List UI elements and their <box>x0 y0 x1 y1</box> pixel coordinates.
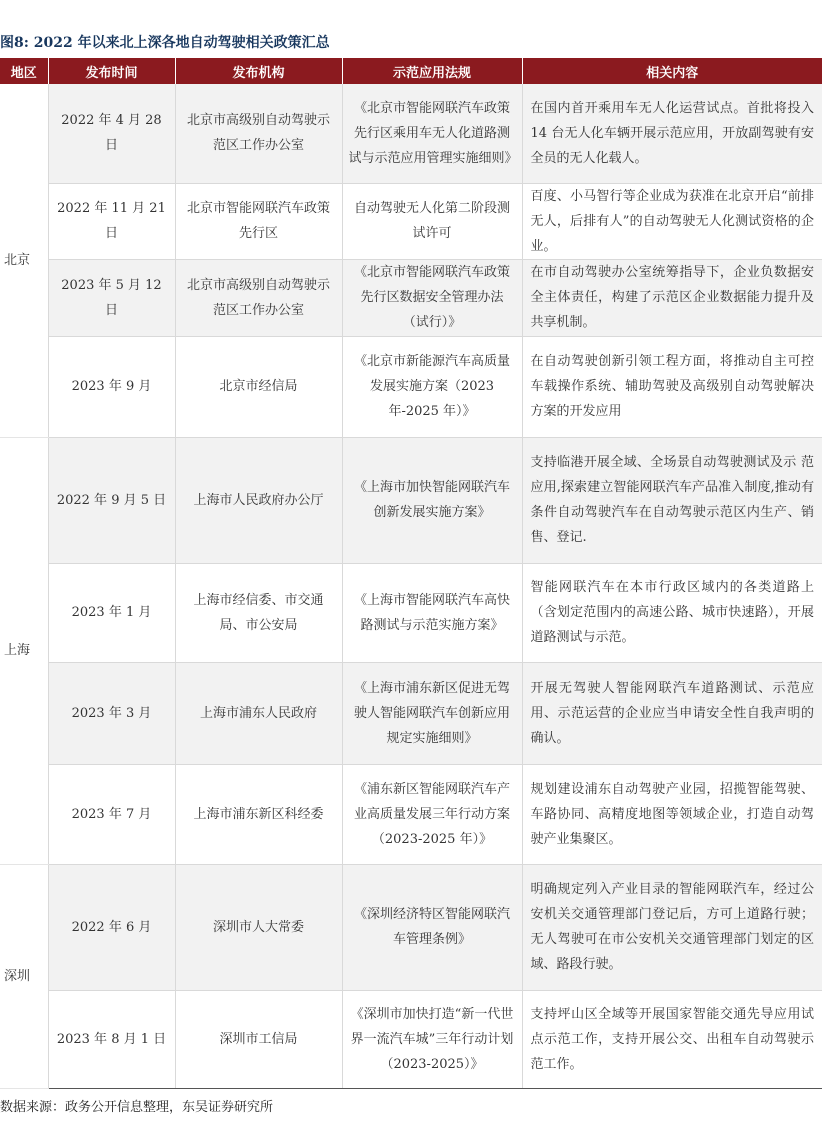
table-row <box>0 764 822 864</box>
law-cell: 《上海市智能网联汽车高快路测试与示范实施方案》 <box>342 563 522 662</box>
time-cell: 2022 年 11 月 21 日 <box>48 183 175 259</box>
content-cell: 规划建设浦东自动驾驶产业园，招揽智能驾驶、车路协同、高精度地图等领域企业，打造自动驾驶产业集聚区。 <box>522 764 822 864</box>
time-cell: 2022 年 6 月 <box>48 864 175 990</box>
org-cell: 北京市高级别自动驾驶示范区工作办公室 <box>175 84 342 183</box>
time-cell: 2023 年 3 月 <box>48 662 175 764</box>
time-cell: 2023 年 8 月 1 日 <box>48 990 175 1088</box>
org-cell: 深圳市工信局 <box>175 990 342 1088</box>
region-cell-beijing: 北京 <box>0 84 48 437</box>
org-cell: 深圳市人大常委 <box>175 864 342 990</box>
time-cell: 2023 年 5 月 12 日 <box>48 259 175 336</box>
region-cell-shenzhen: 深圳 <box>0 864 48 1088</box>
table-row <box>0 84 822 183</box>
content-cell: 支持临港开展全域、全场景自动驾驶测试及示 范应用,探索建立智能网联汽车产品准入制度,推动有条件自动驾驶汽车在自动驾驶示范区内生产、销售、登记. <box>522 437 822 563</box>
org-cell: 北京市经信局 <box>175 336 342 437</box>
law-cell: 《北京市新能源汽车高质量发展实施方案（2023 年-2025 年）》 <box>342 336 522 437</box>
table-row <box>0 864 822 990</box>
law-cell: 《上海市浦东新区促进无驾驶人智能网联汽车创新应用规定实施细则》 <box>342 662 522 764</box>
header-time: 发布时间 <box>48 58 175 84</box>
region-cell-shanghai: 上海 <box>0 437 48 864</box>
time-cell: 2023 年 9 月 <box>48 336 175 437</box>
time-cell: 2023 年 7 月 <box>48 764 175 864</box>
org-cell: 上海市经信委、市交通局、市公安局 <box>175 563 342 662</box>
content-cell: 百度、小马智行等企业成为获准在北京开启“前排无人，后排有人”的自动驾驶无人化测试资格的企业。 <box>522 183 822 259</box>
law-cell: 《深圳市加快打造“新一代世界一流汽车城”三年行动计划（2023-2025）》 <box>342 990 522 1088</box>
time-cell: 2022 年 4 月 28 日 <box>48 84 175 183</box>
header-org: 发布机构 <box>175 58 342 84</box>
content-cell: 在国内首开乘用车无人化运营试点。首批将投入 14 台无人化车辆开展示范应用，开放副驾驶有安全员的无人化载人。 <box>522 84 822 183</box>
table-row <box>0 259 822 336</box>
law-cell: 《深圳经济特区智能网联汽车管理条例》 <box>342 864 522 990</box>
law-cell: 自动驾驶无人化第二阶段测试许可 <box>342 183 522 259</box>
content-cell: 开展无驾驶人智能网联汽车道路测试、示范应用、示范运营的企业应当申请安全性自我声明的确认。 <box>522 662 822 764</box>
header-law: 示范应用法规 <box>342 58 522 84</box>
law-cell: 《浦东新区智能网联汽车产业高质量发展三年行动方案（2023-2025 年）》 <box>342 764 522 864</box>
org-cell: 上海市人民政府办公厅 <box>175 437 342 563</box>
table-row <box>0 437 822 563</box>
content-cell: 在自动驾驶创新引领工程方面，将推动自主可控车载操作系统、辅助驾驶及高级别自动驾驶解决方案的开发应用 <box>522 336 822 437</box>
source-note: 数据来源：政务公开信息整理，东吴证券研究所 <box>0 1100 274 1115</box>
content-cell: 智能网联汽车在本市行政区域内的各类道路上（含划定范围内的高速公路、城市快速路），开展道路测试与示范。 <box>522 563 822 662</box>
time-cell: 2023 年 1 月 <box>48 563 175 662</box>
law-cell: 《北京市智能网联汽车政策先行区乘用车无人化道路测试与示范应用管理实施细则》 <box>342 84 522 183</box>
content-cell: 明确规定列入产业目录的智能网联汽车，经过公安机关交通管理部门登记后，方可上道路行驶；无人驾驶可在市公安机关交通管理部门划定的区域、路段行驶。 <box>522 864 822 990</box>
table-row <box>0 563 822 662</box>
org-cell: 北京市智能网联汽车政策先行区 <box>175 183 342 259</box>
table-row <box>0 662 822 764</box>
time-cell: 2022 年 9 月 5 日 <box>48 437 175 563</box>
header-region: 地区 <box>0 58 48 84</box>
org-cell: 北京市高级别自动驾驶示范区工作办公室 <box>175 259 342 336</box>
content-cell: 在市自动驾驶办公室统筹指导下，企业负数据安全主体责任，构建了示范区企业数据能力提升及共享机制。 <box>522 259 822 336</box>
figure-caption: 图8: 2022 年以来北上深各地自动驾驶相关政策汇总 <box>0 35 330 51</box>
header-content: 相关内容 <box>522 58 822 84</box>
table-row <box>0 183 822 259</box>
policy-table <box>0 58 822 1089</box>
content-cell: 支持坪山区全域等开展国家智能交通先导应用试点示范工作，支持开展公交、出租车自动驾驶示范工作。 <box>522 990 822 1088</box>
org-cell: 上海市浦东人民政府 <box>175 662 342 764</box>
law-cell: 《北京市智能网联汽车政策先行区数据安全管理办法（试行）》 <box>342 259 522 336</box>
table-header-row <box>0 58 822 84</box>
law-cell: 《上海市加快智能网联汽车创新发展实施方案》 <box>342 437 522 563</box>
org-cell: 上海市浦东新区科经委 <box>175 764 342 864</box>
table-row <box>0 990 822 1088</box>
table-row <box>0 336 822 437</box>
